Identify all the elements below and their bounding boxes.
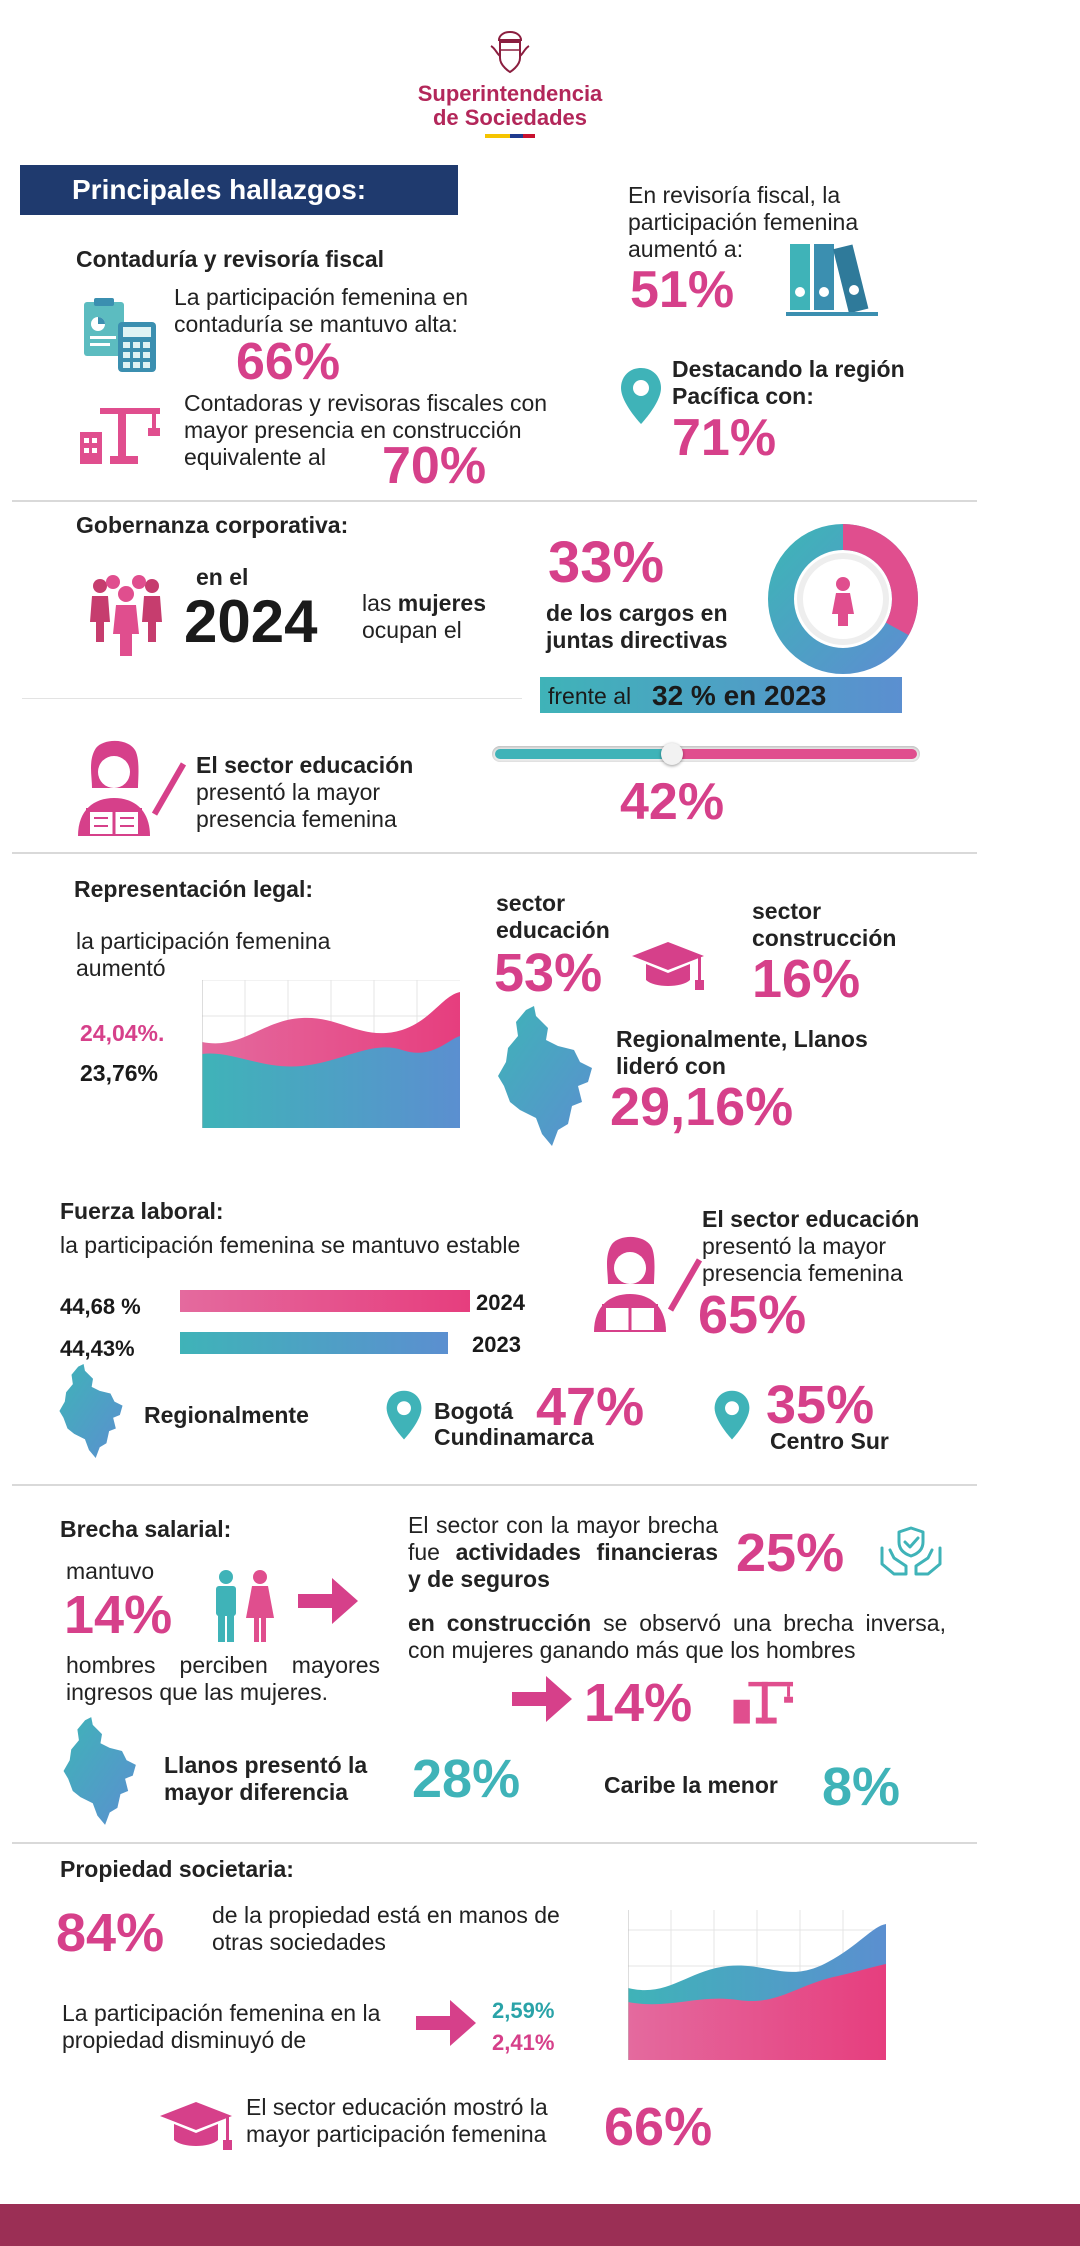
brecha-construccion [408, 1610, 946, 1664]
separator [12, 852, 977, 854]
fuerza-centro-value: 35% [766, 1375, 875, 1435]
gob-edu-text [196, 752, 486, 833]
contaduria-p2: Contadoras y revisoras fiscales con mayor presencia en construcción equivalente al [184, 390, 548, 470]
propiedad-dism: La participación femenina en la propiedad disminuyó de [62, 2000, 381, 2053]
fuerza-edu-value: 65% [698, 1285, 807, 1345]
brecha-sector [408, 1512, 718, 1593]
brecha-value: 14% [64, 1585, 173, 1645]
construction-crane-icon [78, 398, 164, 464]
fuerza-regional: Regionalmente [144, 1402, 309, 1428]
propiedad-text: de la propiedad está en manos de otras sociedades [212, 1902, 560, 1955]
contaduria-p3: En revisoría fiscal, la participación femenina aumentó a: [628, 182, 859, 262]
rep-sector-con: sector construcción [752, 898, 897, 951]
fuerza-v2023: 44,43% [60, 1336, 135, 1361]
contaduria-p4-value: 71% [672, 409, 777, 467]
graduation-cap-icon [630, 938, 706, 994]
gobernanza-en-el: en el [196, 564, 249, 590]
contaduria-p2-value: 70% [382, 437, 487, 495]
binders-icon [786, 236, 878, 318]
propiedad-edu-value: 66% [604, 2097, 713, 2157]
man-woman-icon [210, 1570, 280, 1642]
construction-crane-icon [732, 1674, 796, 1724]
location-pin-icon [618, 366, 664, 428]
separator [12, 1484, 977, 1486]
representacion-text: la participación femenina aumentó [76, 928, 331, 981]
propiedad-edu: El sector educación mostró la mayor participación femenina [246, 2094, 548, 2147]
contaduria-p4: Destacando la región Pacífica con: [672, 356, 905, 409]
separator [12, 500, 977, 502]
fuerza-centro: Centro Sur [770, 1428, 889, 1454]
arrow-right-icon [512, 1672, 574, 1726]
fuerza-title: Fuerza laboral: [60, 1198, 224, 1224]
colombia-map-icon [496, 1006, 600, 1146]
gobernanza-year: 2024 [184, 588, 318, 655]
rep-region: Regionalmente, Llanos lideró con [616, 1026, 868, 1079]
teacher-icon [590, 1236, 702, 1332]
fuerza-text: la participación femenina se mantuvo estable [60, 1232, 521, 1258]
fuerza-y2024: 2024 [476, 1290, 525, 1315]
brecha-llanos-value: 28% [412, 1749, 521, 1809]
gob-edu-rest: presentó la mayor presencia femenina [196, 779, 397, 832]
propiedad-from: 2,59% [492, 1998, 555, 2023]
arrow-right-icon [298, 1574, 360, 1628]
logo [410, 28, 610, 138]
gobernanza-title: Gobernanza corporativa: [76, 512, 349, 538]
fuerza-bogota-value: 47% [536, 1377, 645, 1437]
gob-edu-value: 42% [620, 773, 725, 831]
edu-slider-fill [495, 749, 917, 759]
brecha-sector-a: El sector con la mayor brecha fue [408, 1512, 718, 1565]
rep-sector-edu: sector educación [496, 890, 610, 943]
insurance-hands-icon [880, 1524, 942, 1576]
rep-v-new: 24,04%. [80, 1020, 165, 1046]
mujeres-label: mujeres [397, 590, 487, 616]
brecha-cons-a: en construcción [408, 1610, 592, 1636]
brecha-hombres: hombres perciben mayores ingresos que las mujeres. [66, 1652, 380, 1705]
propiedad-value: 84% [56, 1903, 165, 1963]
teacher-icon [74, 740, 186, 836]
brecha-mantuvo: mantuvo [66, 1558, 155, 1584]
gobernanza-ocupan: ocupan el [362, 617, 462, 643]
rep-sector-con-value: 16% [752, 949, 861, 1009]
contaduria-p3-value: 51% [630, 261, 735, 319]
edu-slider-track [492, 746, 920, 762]
fuerza-edu-text [702, 1206, 1002, 1287]
contaduria-title: Contaduría y revisoría fiscal [76, 246, 385, 272]
brecha-sector-value: 25% [736, 1523, 845, 1583]
propiedad-to: 2,41% [492, 2030, 555, 2055]
rep-v-old: 23,76% [80, 1060, 159, 1086]
colombia-map-icon [62, 1716, 142, 1826]
representacion-title: Representación legal: [74, 876, 314, 902]
gob-edu-bold: El sector educación [196, 752, 414, 778]
brecha-caribe-value: 8% [822, 1757, 901, 1817]
board-seats-ring [766, 522, 920, 676]
propiedad-title: Propiedad societaria: [60, 1856, 294, 1882]
flag-stripe [485, 134, 535, 138]
brecha-sector-b: actividades financieras y de seguros [408, 1539, 718, 1592]
gobernanza-las-mujeres [362, 590, 486, 617]
arrow-right-icon [416, 1996, 478, 2050]
brecha-title: Brecha salarial: [60, 1516, 232, 1542]
representacion-area-chart [202, 980, 460, 1128]
rep-sector-edu-value: 53% [494, 943, 603, 1003]
logo-line2: de Sociedades [432, 105, 588, 130]
fuerza-edu-rest: presentó la mayor presencia femenina [702, 1233, 903, 1286]
calculator-icon [82, 298, 160, 374]
graduation-cap-icon [158, 2098, 234, 2154]
fuerza-bar-2023 [180, 1332, 448, 1354]
gobernanza-cargos: de los cargos en juntas directivas [546, 600, 728, 653]
fuerza-bogota: Bogotá Cundinamarca [434, 1398, 594, 1450]
banner [20, 165, 458, 215]
brecha-cons-b: se observó una brecha inversa, con mujeres ganando más que los hombres [408, 1610, 946, 1663]
thin-divider [22, 698, 522, 699]
fuerza-y2023: 2023 [472, 1332, 521, 1357]
gobernanza-pct: 33% [548, 530, 665, 595]
frente-label: frente al [548, 683, 632, 709]
frente-value: 32 % en 2023 [652, 680, 827, 711]
fuerza-edu-bold: El sector educación [702, 1206, 920, 1232]
edu-slider-knob [661, 743, 683, 765]
fuerza-bar-2024 [180, 1290, 470, 1312]
separator [12, 1842, 977, 1844]
logo-line1: Superintendencia [417, 81, 603, 106]
footer-bar [0, 2204, 1080, 2246]
brecha-caribe: Caribe la menor [604, 1772, 778, 1798]
location-pin-icon [712, 1388, 752, 1444]
las-label: las [362, 590, 392, 616]
banner-title: Principales hallazgos: [72, 174, 367, 205]
comparison-bar [540, 677, 902, 713]
propiedad-area-chart [628, 1910, 886, 2060]
brecha-cons-value: 14% [584, 1673, 693, 1733]
colombia-map-icon [58, 1364, 128, 1458]
contaduria-p1-value: 66% [236, 333, 341, 391]
fuerza-v2024: 44,68 % [60, 1294, 141, 1319]
women-group-icon [86, 572, 166, 658]
coat-of-arms-icon [485, 28, 535, 78]
contaduria-p1: La participación femenina en contaduría se mantuvo alta: [174, 284, 469, 337]
brecha-llanos: Llanos presentó la mayor diferencia [164, 1752, 368, 1805]
rep-region-value: 29,16% [610, 1077, 794, 1137]
location-pin-icon [384, 1388, 424, 1444]
